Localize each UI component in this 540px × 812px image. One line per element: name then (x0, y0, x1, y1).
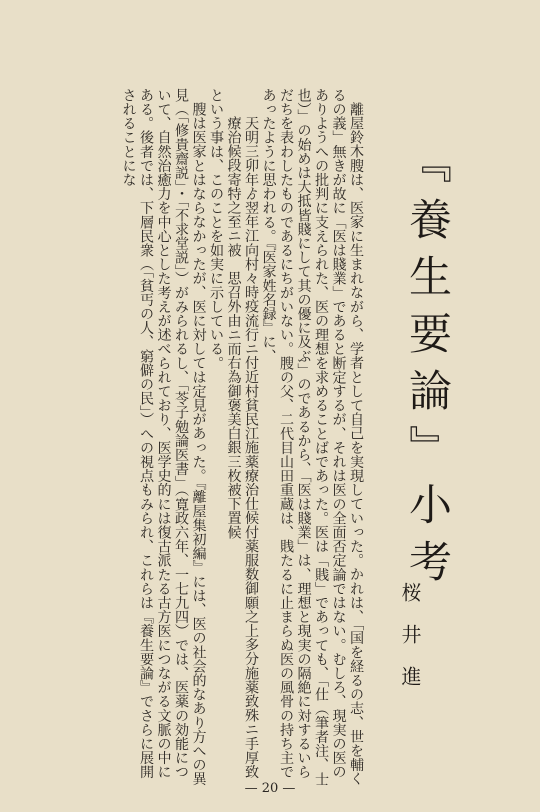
paragraph: 膄は医家とはならなかったが、医に対しては定見があった。『離屋集初編』には、医の社会的なあり方への異見（「修貴齋説」・「不求堂説」）がみられるし、「苓子勉論医書」（寛政六年、一七九四）では、医薬の効能について、自然治癒力を中心とした考えが述べられており、医学史的には復古派たる古方医につながる文脈の中にある。後者では、下層民衆（「貧丐の人、窮僻の民」）への視点もみられ、これらは『養生要論』でさらに展開されることにな (120, 88, 207, 786)
paragraph: という事は、このことを如実に示している。 (208, 88, 224, 370)
quotation: 天明三卯年ゟ翌年江向村々時疫流行ニ付近村貧民江施薬療治仕候付薬服数御願之上多分施薬致殊ニ手厚致療治候段寄特之至ニ被 思召外由ニ而右為御褒美白銀三枚被下置候 (225, 116, 259, 779)
paragraph: 離屋鈴木膄は、医家に生まれながら、学者として自己を実現していった。かれは、「国を経るの志、世を輔くるの義」無きが故に「医は賤業」であると断定するが、それは医の全面否定論ではない。むしろ、現実の医のありようへの批判に支えられた、医の理想を求めることばであった。医は「賎」であっても、「仕（筆者注、士也）」の始めは大抵皆賤にして其の優に及ぶ」のであるから、「医は賤業」は、理想と現実の隔絶に対するいらだちを表わしたものであるにちがいない。膄の父、二代目山田重蔵は、賎たるに止まらぬ医の風骨の持ち主であったように思われる。『医家姓名録』に、 (260, 88, 364, 786)
page-number: — 20 — (244, 781, 296, 796)
article-title: 『養生要論』小考 (402, 140, 452, 596)
article-body (62, 88, 364, 788)
author-name: 桜井進 (398, 582, 422, 708)
